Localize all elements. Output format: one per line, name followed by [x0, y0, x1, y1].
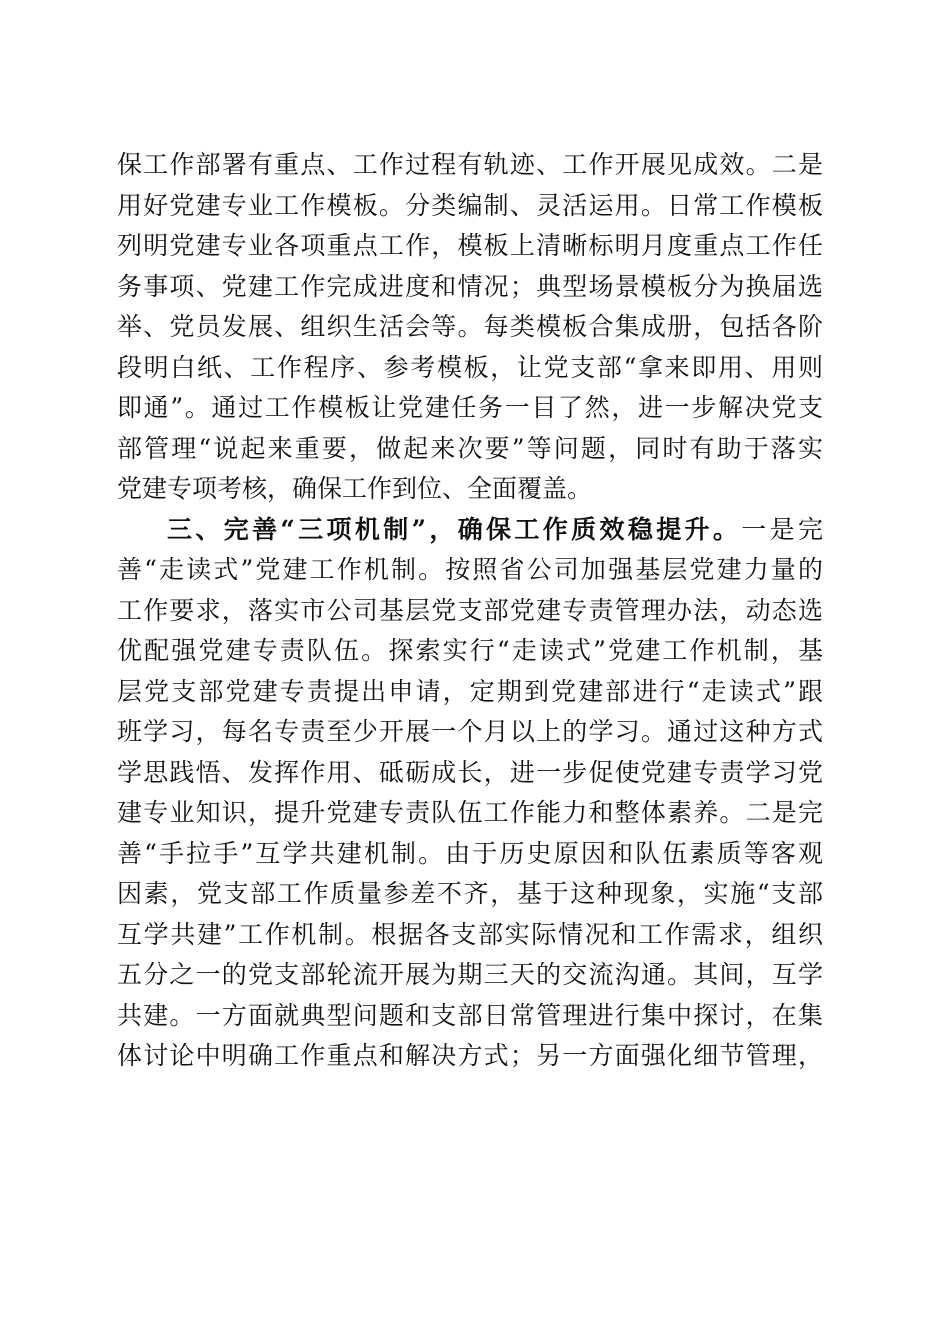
text-line: 建专业知识，提升党建专责队伍工作能力和整体素养。二是完: [117, 798, 823, 827]
paragraph-end-line: 党建专项考核，确保工作到位、全面覆盖。: [117, 474, 593, 503]
text-line: 段明白纸、工作程序、参考模板，让党支部“拿来即用、用则: [117, 352, 823, 382]
text-line: 保工作部署有重点、工作过程有轨迹、工作开展见成效。二是: [117, 150, 823, 179]
text-line: 层党支部党建专责提出申请，定期到党建部进行“走读式”跟: [117, 676, 823, 706]
body-text: [117, 145, 823, 1077]
text-line: 优配强党建专责队伍。探索实行“走读式”党建工作机制，基: [117, 636, 823, 665]
section-heading: 三、完善“三项机制”，确保工作质效稳提升。: [167, 514, 742, 544]
text-line: 共建。一方面就典型问题和支部日常管理进行集中探讨，在集: [117, 1000, 823, 1030]
text-line: 列明党建专业各项重点工作，模板上清晰标明月度重点工作任: [117, 231, 823, 260]
text-line: 用好党建专业工作模板。分类编制、灵活运用。日常工作模板: [117, 190, 823, 220]
text-line: 体讨论中明确工作重点和解决方式；另一方面强化细节管理，: [117, 1041, 823, 1070]
text-line: 善“手拉手”互学共建机制。由于历史原因和队伍素质等客观: [117, 838, 823, 868]
text-line: 善“走读式”党建工作机制。按照省公司加强基层党建力量的: [117, 555, 823, 584]
text-line: 班学习，每名专责至少开展一个月以上的学习。通过这种方式: [117, 717, 823, 746]
text-line: 五分之一的党支部轮流开展为期三天的交流沟通。其间，互学: [117, 960, 823, 989]
text-line: 工作要求，落实市公司基层党支部党建专责管理办法，动态选: [117, 595, 823, 625]
text-line: 因素，党支部工作质量参差不齐，基于这种现象，实施“支部: [117, 879, 823, 908]
text-line: 务事项、党建工作完成进度和情况；典型场景模板分为换届选: [117, 271, 823, 301]
text-line: 即通”。通过工作模板让党建任务一目了然，进一步解决党支: [117, 393, 823, 422]
section-heading-line: [117, 510, 823, 551]
text-line: 部管理“说起来重要，做起来次要”等问题，同时有助于落实: [117, 433, 823, 463]
text-line: 学思践悟、发挥作用、砥砺成长，进一步促使党建专责学习党: [117, 757, 823, 787]
heading-line-text: 一是完: [741, 514, 823, 544]
text-line: 举、党员发展、组织生活会等。每类模板合集成册，包括各阶: [117, 312, 823, 341]
text-line: 互学共建”工作机制。根据各支部实际情况和工作需求，组织: [117, 919, 823, 949]
